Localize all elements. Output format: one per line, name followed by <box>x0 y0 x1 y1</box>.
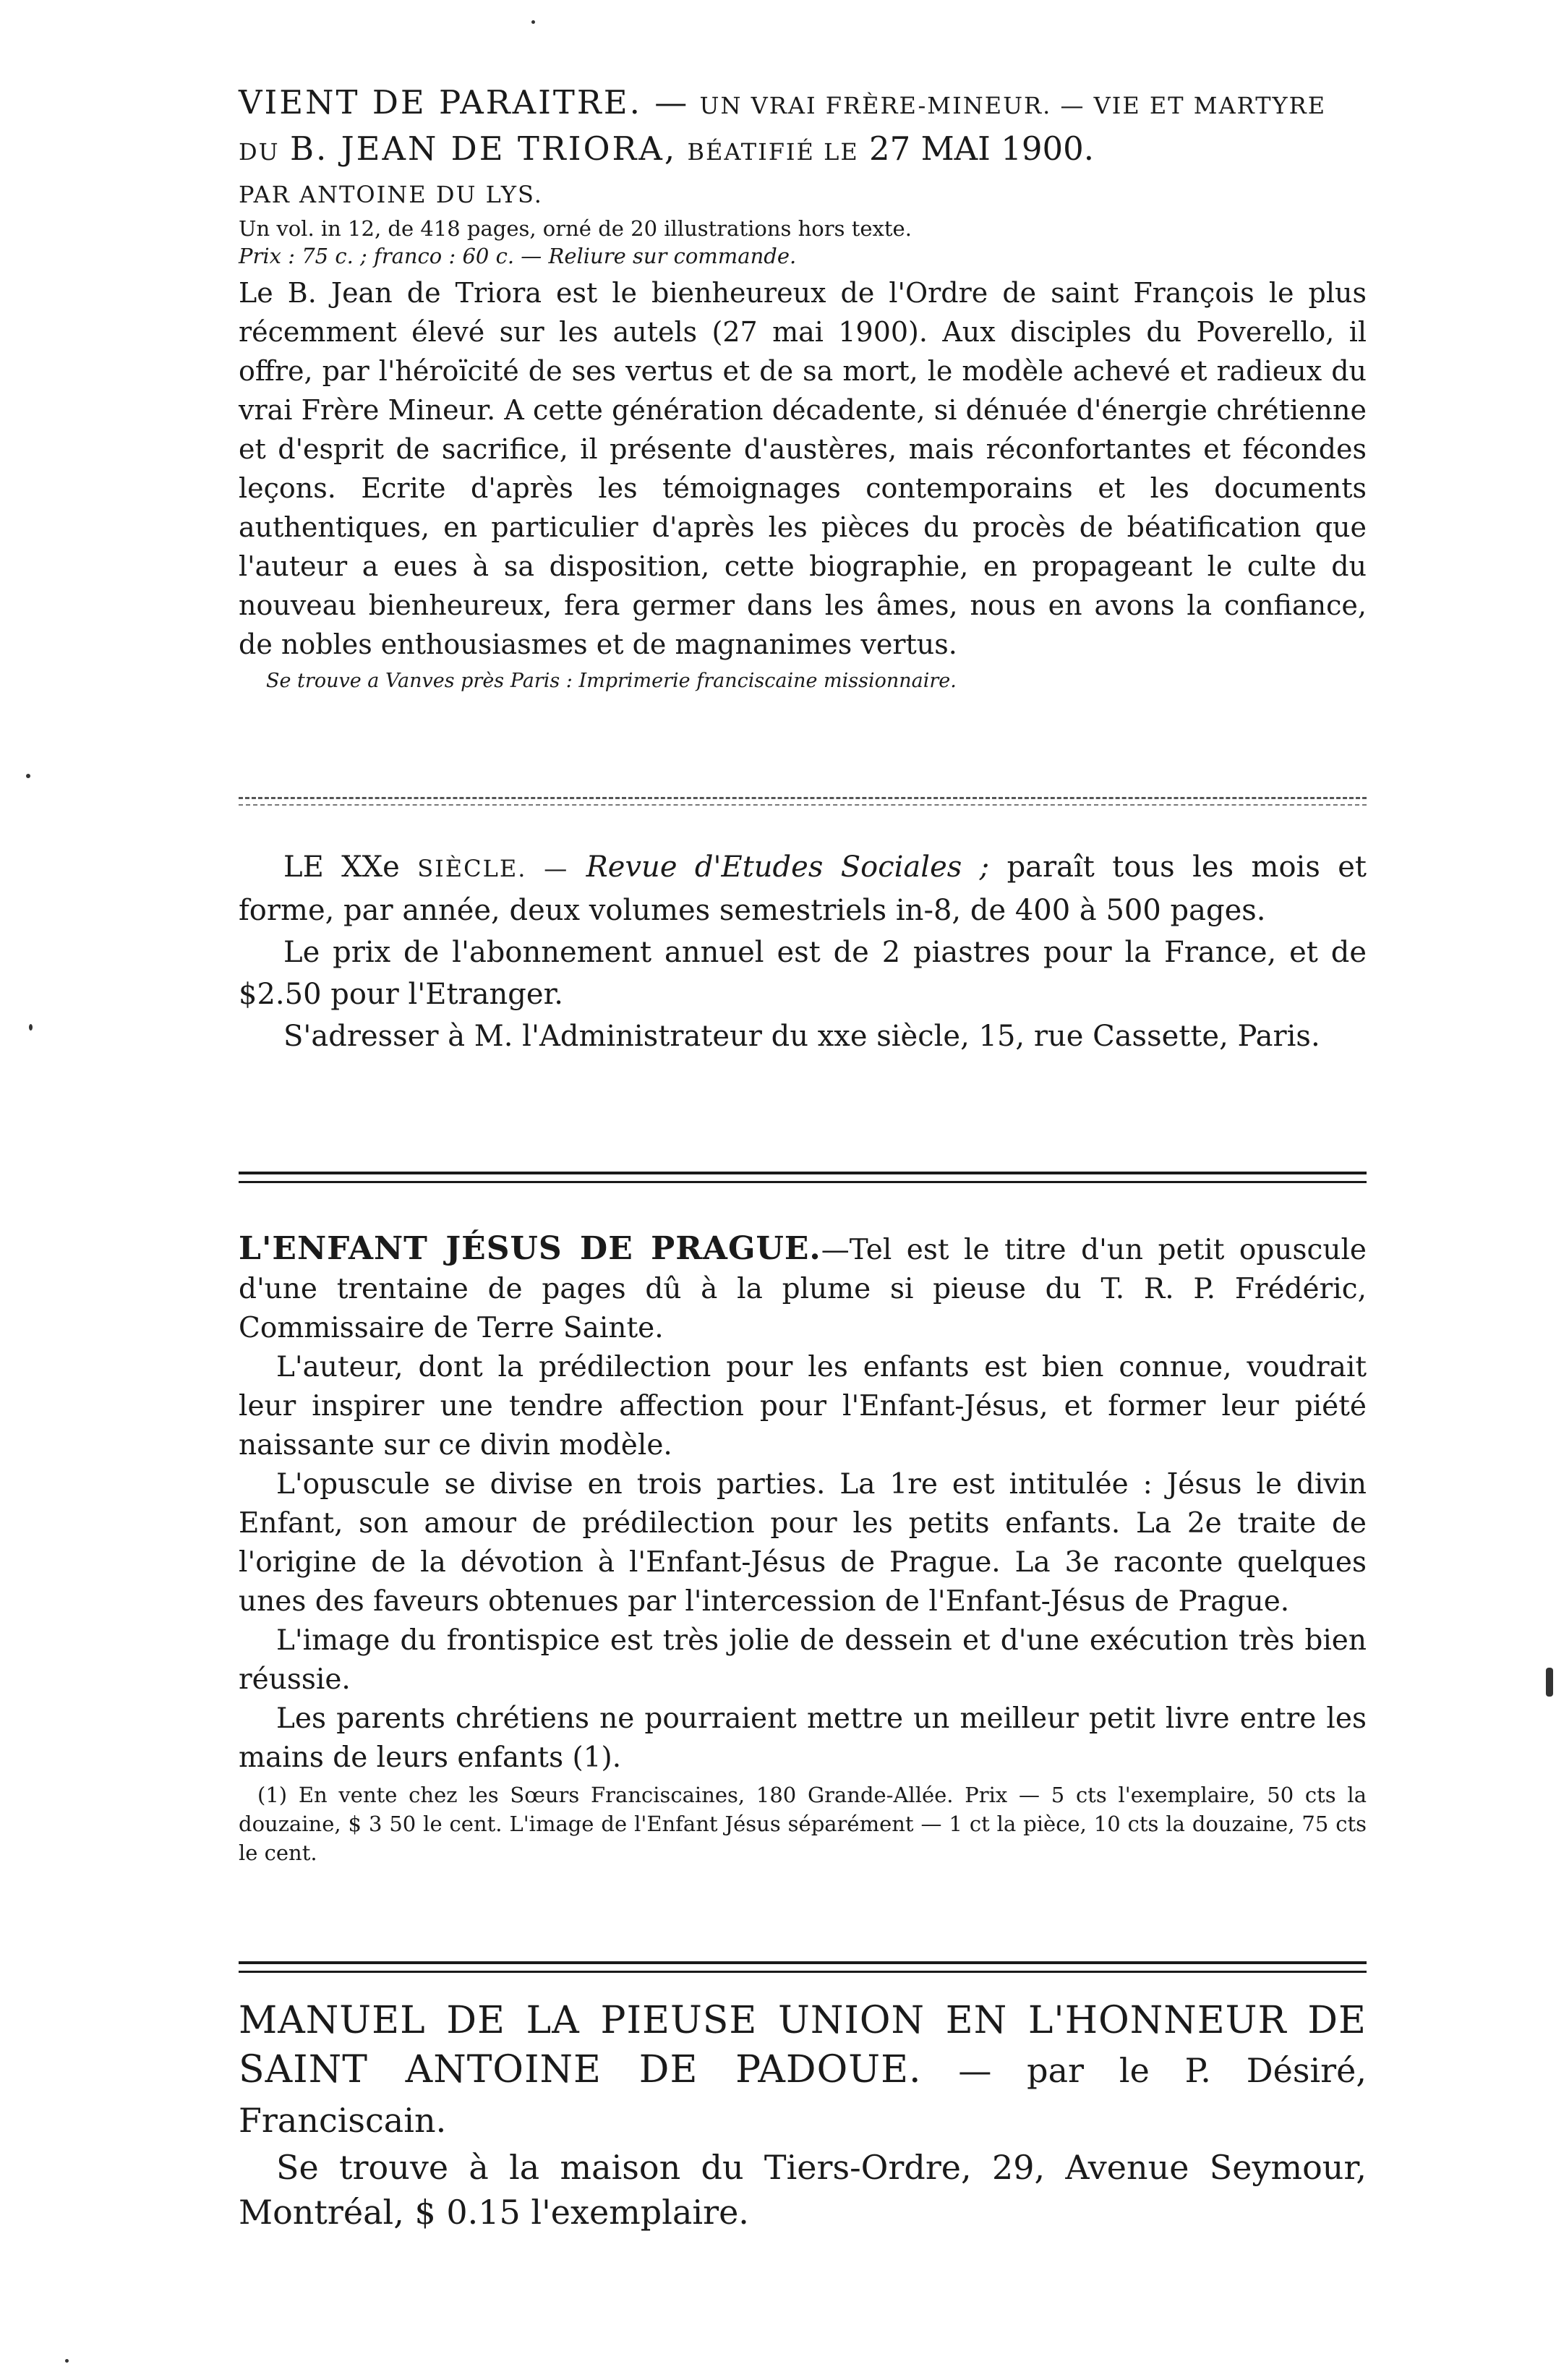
scan-speck <box>1546 1668 1553 1697</box>
siecle-notice <box>239 846 1367 1057</box>
triora-author: PAR ANTOINE DU LYS. <box>239 181 543 208</box>
triora-heading-name: B. JEAN DE TRIORA, <box>289 129 677 168</box>
enfant-p2: L'auteur, dont la prédilection pour les enfants est bien connue, voudrait leur inspirer une tendre affection pour l'Enfant-Jésus, et former leur piété naissante sur ce divin modèle. <box>239 1351 1367 1462</box>
siecle-address: S'adresser à M. l'Administrateur du xxe siècle, 15, rue Cassette, Paris. <box>283 1020 1320 1053</box>
scan-speck <box>65 2359 69 2363</box>
siecle-intro-text: paraît tous les mois et forme, par année, deux volumes semestriels in-8, de 400 à 500 pages. <box>239 850 1367 927</box>
enfant-p4: L'image du frontispice est très jolie de dessein et d'une exécution très bien réussie. <box>239 1624 1367 1696</box>
scan-speck <box>29 1024 33 1031</box>
manuel-notice <box>239 1996 1367 2235</box>
triora-price: Prix : 75 c. ; franco : 60 c. — Reliure sur commande. <box>239 244 797 268</box>
section-divider <box>239 1961 1367 1973</box>
manuel-heading <box>239 1996 1367 2145</box>
triora-heading <box>239 81 1367 174</box>
section-divider <box>239 1172 1367 1183</box>
enfant-notice <box>239 1229 1367 1867</box>
triora-heading-smallcaps-2: BÉATIFIÉ LE <box>687 138 859 166</box>
enfant-p1-text: —Tel est le titre d'un petit opuscule d'une trentaine de pages dû à la plume si pieuse du T. R. P. Frédéric, Commissaire de Terre Sainte. <box>239 1234 1367 1344</box>
section-divider <box>239 797 1367 806</box>
triora-heading-date: 27 MAI 1900. <box>869 129 1095 168</box>
triora-where: Se trouve a Vanves près Paris : Imprimerie franciscaine missionnaire. <box>266 670 957 692</box>
enfant-footnote: (1) En vente chez les Sœurs Franciscaines, 180 Grande-Allée. Prix — 5 cts l'exemplaire, 50 cts la douzaine, $ 3 50 le cent. L'image de l'Enfant Jésus séparément — 1 ct la pièce, 10 cts la douzaine, 75 cts le cent. <box>239 1783 1367 1865</box>
siecle-price: Le prix de l'abonnement annuel est de 2 piastres pour la France, et de $2.50 pour l'Etranger. <box>239 936 1367 1011</box>
triora-heading-smallcaps: UN VRAI FRÈRE-MINEUR. — VIE ET MARTYRE DU <box>239 92 1327 166</box>
manuel-author: — par le P. Désiré, Franciscain. <box>239 2051 1367 2140</box>
siecle-title-smallcaps: SIÈCLE. — <box>417 855 569 882</box>
triora-body: Le B. Jean de Triora est le bienheureux de l'Ordre de saint François le plus récemment élevé sur les autels (27 mai 1900). Aux disciples du Poverello, il offre, par l'héroïcité de ses vertus et de sa mort, le modèle achevé et radieux du vrai Frère Mineur. A cette génération décadente, si dénuée d'énergie chrétienne et d'esprit de sacrifice, il présente d'austères, mais réconfortantes et fécondes leçons. Ecrite d'après les témoignages contemporains et les documents authentiques, en particulier d'après les pièces du procès de béatification que l'auteur a eues à sa disposition, cette biographie, en propageant le culte du nouveau bienheureux, fera germer dans les âmes, nous en avons la confiance, de nobles enthousiasmes et de magnanimes vertus. <box>239 277 1367 660</box>
manuel-title: MANUEL DE LA PIEUSE UNION EN L'HONNEUR DE SAINT ANTOINE DE PADOUE. <box>239 1999 1367 2091</box>
triora-notice <box>239 81 1367 696</box>
siecle-title: LE XXe <box>283 850 400 884</box>
triora-volume: Un vol. in 12, de 418 pages, orné de 20 illustrations hors texte. <box>239 216 912 241</box>
scan-speck <box>531 20 535 24</box>
scan-speck <box>26 774 30 778</box>
siecle-journal: Revue d'Etudes Sociales ; <box>586 850 990 884</box>
enfant-title: L'ENFANT JÉSUS DE PRAGUE. <box>239 1230 821 1267</box>
enfant-p5: Les parents chrétiens ne pourraient mettre un meilleur petit livre entre les mains de leurs enfants (1). <box>239 1702 1367 1774</box>
manuel-address: Se trouve à la maison du Tiers-Ordre, 29, Avenue Seymour, Montréal, $ 0.15 l'exemplaire. <box>239 2148 1367 2232</box>
enfant-p1 <box>239 1229 1367 1348</box>
siecle-intro <box>239 846 1367 931</box>
triora-heading-prefix: VIENT DE PARAITRE. — <box>239 83 690 121</box>
enfant-p3: L'opuscule se divise en trois parties. La 1re est intitulée : Jésus le divin Enfant, son amour de prédilection pour les petits enfants. La 2e traite de l'origine de la dévotion à l'Enfant-Jésus de Prague. La 3e raconte quelques unes des faveurs obtenues par l'intercession de l'Enfant-Jésus de Prague. <box>239 1468 1367 1618</box>
